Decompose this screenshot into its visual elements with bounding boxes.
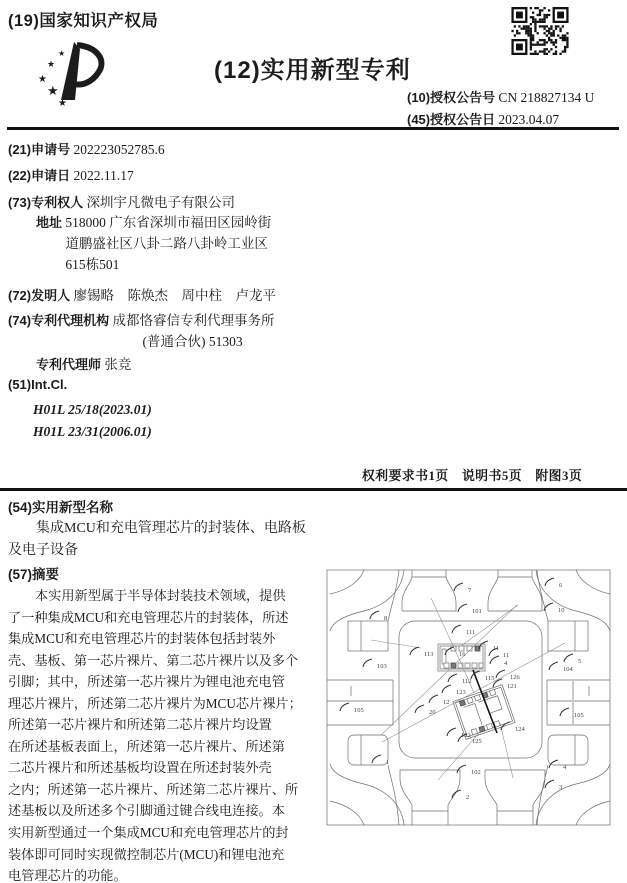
agent-name: 张竞 — [104, 357, 132, 372]
patentee-label: (73)专利权人 — [8, 195, 84, 210]
application-date-label: (22)申请日 — [8, 168, 71, 183]
figure-ref-label: 123 — [456, 689, 466, 696]
figure-ref-label: 104 — [563, 666, 573, 673]
patentee-name: 深圳宇凡微电子有限公司 — [86, 195, 235, 210]
figure-ref-label: 2 — [466, 794, 470, 801]
figure-ref-label: 11 — [493, 645, 500, 652]
figure-ref-label: 105 — [574, 712, 584, 719]
pages-count-line: 权利要求书1页 说明书5页 附图3页 — [362, 469, 583, 483]
figure-ref-label: 103 — [377, 663, 387, 670]
figure-ref-label: 101 — [472, 608, 482, 615]
figure-ref-label: 4 — [504, 660, 508, 667]
figure-ref-label: 105 — [354, 707, 364, 714]
application-date: 2022.11.17 — [73, 168, 134, 183]
svg-text:★: ★ — [47, 59, 56, 69]
invention-title: 集成MCU和充电管理芯片的封装体、电路板 及电子设备 — [8, 521, 306, 558]
agent-label: 专利代理师 — [36, 357, 102, 372]
publication-date-line — [407, 109, 559, 128]
title-section-label: (54)实用新型名称 — [8, 500, 114, 515]
abstract-figure — [320, 563, 620, 863]
address-label: 地址 — [36, 215, 63, 230]
svg-text:★: ★ — [47, 83, 59, 98]
publication-date: 2023.04.07 — [498, 112, 560, 127]
figure-ref-label: 8 — [384, 615, 388, 622]
patentee-address-row — [36, 212, 271, 275]
publication-number: CN 218827134 U — [498, 90, 595, 105]
section-divider — [0, 488, 627, 491]
figure-ref-label: 4 — [563, 764, 567, 771]
svg-text:★: ★ — [58, 49, 66, 58]
svg-text:★: ★ — [58, 98, 67, 109]
intcl-row — [8, 377, 67, 393]
figure-ref-label: 126 — [510, 674, 520, 681]
document-kind-title: (12)实用新型专利 — [214, 57, 411, 84]
figure-ref-label: 112 — [462, 678, 472, 685]
figure-ref-label: 113 — [424, 651, 434, 658]
figure-ref-label: 1 — [386, 759, 390, 766]
agent-row — [36, 353, 131, 373]
agency-lines: 成都恪睿信专利代理事务所 (普通合伙) 51303 — [112, 313, 275, 349]
patentee-row — [8, 191, 235, 211]
address-lines: 518000 广东省深圳市福田区园岭街 道鹏盛社区八卦二路八卦岭工业区 615栋501 — [65, 215, 272, 272]
figure-ref-label: 5 — [578, 658, 582, 665]
figure-ref-label: 10 — [558, 607, 565, 614]
figure-ref-label: 12 — [443, 699, 450, 706]
figure-ref-label: 124 — [515, 726, 525, 733]
application-number-row — [8, 139, 165, 158]
header-divider — [7, 127, 619, 130]
figure-ref-label: 115 — [485, 675, 495, 682]
agency-row — [8, 310, 275, 352]
application-number: 202223052785.6 — [73, 142, 165, 157]
figure-ref-label: 111 — [466, 629, 476, 636]
intcl-entries: H01L 25/18(2023.01) H01L 23/31(2006.01) — [33, 402, 152, 439]
qr-code — [511, 7, 569, 55]
abstract-section-label: (57)摘要 — [8, 567, 60, 582]
application-date-row — [8, 165, 134, 184]
cnipa-emblem-icon — [34, 40, 110, 124]
inventors-row — [8, 284, 276, 304]
figure-ref-label: 3 — [559, 784, 563, 791]
figure-ref-label: 122 — [461, 732, 471, 739]
inventors-label: (72)发明人 — [8, 288, 71, 303]
agency-label: (74)专利代理机构 — [8, 313, 110, 328]
figure-ref-label: 16 — [459, 651, 466, 658]
figure-ref-label: 20 — [429, 709, 436, 716]
figure-ref-label: 102 — [471, 769, 481, 776]
intcl-label: (51)Int.Cl. — [8, 377, 68, 392]
figure-ref-label: 125 — [472, 738, 482, 745]
publication-number-line — [407, 87, 594, 106]
issuing-office: (19)国家知识产权局 — [8, 12, 159, 30]
figure-ref-label: 121 — [507, 683, 517, 690]
inventors-names: 廖锡略 陈焕杰 周中柱 卢龙平 — [73, 288, 276, 303]
abstract-text: 本实用新型属于半导体封装技术领域，提供 了一种集成MCU和充电管理芯片的封装体，所述 集成MCU和充电管理芯片的封装体包括封装外 壳、基板、第一芯片裸片、第二芯片裸片以及多个 引脚；其中，所述第一芯片裸片为锂电池充电管 理芯片裸片，所述第二芯片裸片为MCU芯片裸片； 所述第一芯片裸片和所述第二芯片裸片均设置 在所述基板表面上，所述第一芯片裸片、所述第 二芯片裸片和所述基板均设置在所述封装外壳 之内；所述第一芯片裸片、所述第二芯片裸片、所 述基板以及所述多个引脚通过键合线电连接。本 实用新型通过一个集成MCU和充电管理芯片的封 装体即可同时实现微控制芯片(MCU)和锂电池充 电管理芯片的功能。 — [8, 588, 302, 883]
application-number-label: (21)申请号 — [8, 142, 71, 157]
figure-ref-label: 6 — [559, 582, 563, 589]
publication-number-label: (10)授权公告号 — [407, 90, 496, 105]
svg-text:★: ★ — [38, 74, 47, 85]
figure-ref-label: 11 — [503, 652, 510, 659]
figure-ref-label: 7 — [468, 587, 472, 594]
publication-date-label: (45)授权公告日 — [407, 112, 496, 127]
